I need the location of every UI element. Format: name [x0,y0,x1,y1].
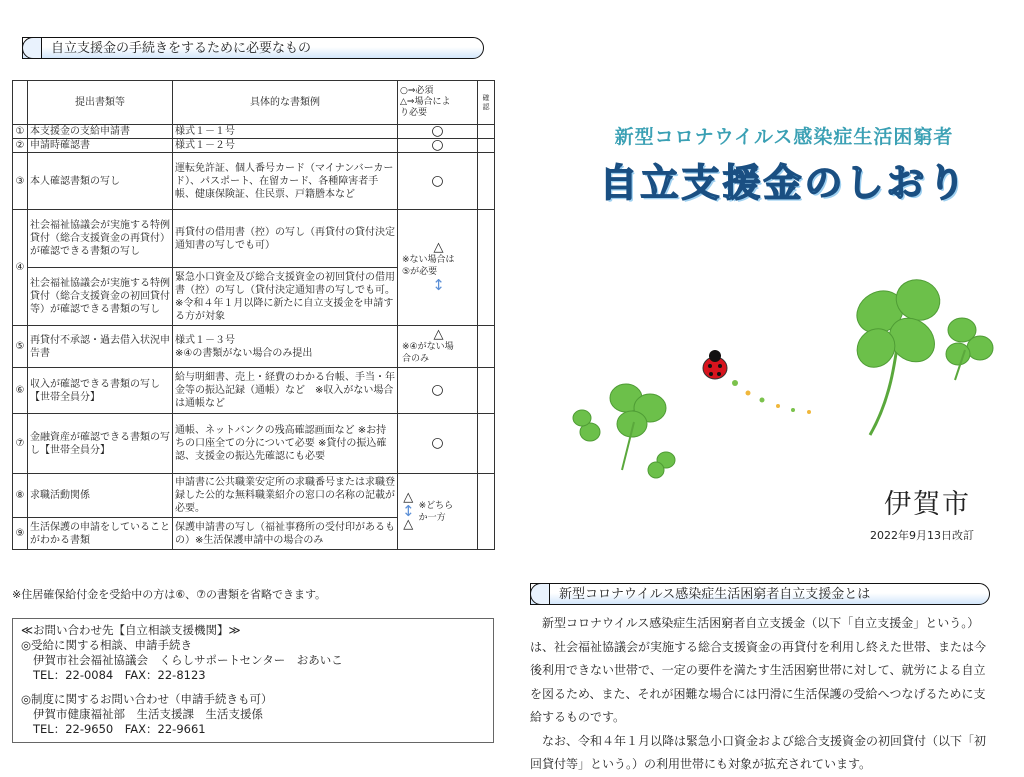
row-example: 通帳、ネットバンクの残高確認画面など ※お持ちの口座全ての分について必要 ※貸付の振込確認、支援金の振込先確認にも必要 [173,414,398,474]
example-line: ※④の書類がない場合のみ提出 [175,347,313,359]
table-row [13,139,495,153]
condition-note: ⑤が必要 [402,267,438,277]
either-marks [402,492,415,531]
header-check: 確認 [478,81,495,125]
clover-ladybug-illustration [560,270,1000,500]
revision-date: 2022年9月13日改訂 [870,529,974,542]
table-row [13,474,495,518]
clover-icon [946,318,993,380]
table-row [13,326,495,368]
row-example: 様式１－２号 [173,139,398,153]
row-doc: 社会福祉協議会が実施する特例貸付（総合支援資金の再貸付）が確認できる書類の写し [28,210,173,268]
triangle-mark: △ [433,240,444,255]
either-note [419,500,454,524]
row-number: ② [13,139,28,153]
header-num [13,81,28,125]
required-mark: ○ [398,414,478,474]
row-example: 様式１－１号 [173,125,398,139]
contact-title: ≪お問い合わせ先【自立相談支援機関】≫ [21,623,241,637]
check-cell [478,474,495,550]
check-cell [478,139,495,153]
table-row [13,414,495,474]
row-number: ⑥ [13,368,28,414]
contact-line: 伊賀市社会福祉協議会 くらしサポートセンター おあいこ [33,653,343,667]
condition-note: か一方 [418,512,446,523]
row-number: ⑤ [13,326,28,368]
row-example: 緊急小口資金及び総合支援資金の初回貸付の借用書（控）の写し（貸付決定通知書の写しでも可。※令和４年１月以降に新たに自立支援金を申請する方が対象 [173,268,398,326]
row-doc: 生活保護の申請をしていることがわかる書類 [28,518,173,550]
required-documents-table [12,80,495,550]
conditional-mark-cell [398,474,478,550]
check-cell [478,153,495,210]
check-cell [478,414,495,474]
row-doc: 本人確認書類の写し [28,153,173,210]
required-mark: ○ [398,368,478,414]
example-line: 様式１－３号 [175,334,235,346]
about-body [530,612,992,777]
triangle-mark: △ [403,490,414,505]
row-example: 給与明細書、売上・経費のわかる台帳、手当・年金等の振込記録（通帳）など ※収入がない場合は通帳など [173,368,398,414]
legend-line: ○⇒必須 [400,86,434,96]
dotted-trail [732,380,811,414]
contact-box [12,618,494,743]
row-example: 申請書に公共職業安定所の求職番号または求職登録した公的な無料職業紹介の窓口の名称の記載が必要。 [173,474,398,518]
condition-note: ※ない場合は [402,255,455,265]
header-doc: 提出書類等 [28,81,173,125]
condition-note: ※④がない場 [402,341,454,352]
row-example: 運転免許証、個人番号カード（マイナンバーカード）、パスポート、在留カード、各種障害者手帳、健康保険証、住民票、戸籍謄本など [173,153,398,210]
row-number: ⑨ [13,518,28,550]
triangle-mark: △ [403,517,414,532]
row-number: ③ [13,153,28,210]
section-heading-required-docs [22,37,484,59]
check-cell [478,125,495,139]
condition-note: ※どちら [418,500,454,511]
table-row [13,368,495,414]
table-header-row [13,81,495,125]
condition-note: 合のみ [402,353,430,364]
up-down-arrow-icon: ↕ [402,502,415,520]
legend-line: り必要 [400,108,428,118]
conditional-mark-cell [398,210,478,326]
contact-line: 伊賀市健康福祉部 生活支援課 生活支援係 [33,707,263,721]
required-mark: ○ [398,153,478,210]
cover-title: 自立支援金のしおり [599,161,969,205]
row-example: 保護申請書の写し（福祉事務所の受付印があるもの）※生活保護申請中の場合のみ [173,518,398,550]
contact-line: ◎受給に関する相談、申請手続き [21,638,193,652]
up-down-arrow-icon: ↕ [432,276,445,294]
required-mark: ○ [398,125,478,139]
row-number: ⑧ [13,474,28,518]
section-heading-about [530,583,990,605]
section-heading-text: 自立支援金の手続きをするために必要なもの [51,41,312,56]
header-example: 具体的な書類例 [173,81,398,125]
row-example [173,326,398,368]
header-legend [398,81,478,125]
clover-icon [849,274,945,435]
body-paragraph: 新型コロナウイルス感染症生活困窮者自立支援金（以下「自立支援金」という。）は、社会福祉協議会が実施する総合支援資金の再貸付を利用し終えた世帯、または今後利用できない世帯で、一定の要件を満たす生活困窮世帯に対して、就労による自立を図るため、また、それが困難な場合には円滑に生活保護の受給へつなげるために支給するものです。 [530,616,987,724]
conditional-mark-cell [398,326,478,368]
check-cell [478,210,495,326]
contact-line: ◎制度に関するお問い合わせ（申請手続きも可） [21,692,273,706]
legend-line: △⇒場合によ [400,97,451,107]
row-doc: 求職活動関係 [28,474,173,518]
row-doc: 社会福祉協議会が実施する特例貸付（総合支援資金の初回貸付等）が確認できる書類の写し [28,268,173,326]
city-name: 伊賀市 [884,489,971,520]
row-number: ① [13,125,28,139]
row-example: 再貸付の借用書（控）の写し（再貸付の貸付決定通知書の写しでも可） [173,210,398,268]
row-doc: 申請時確認書 [28,139,173,153]
check-cell [478,326,495,368]
clover-icon [573,384,675,478]
body-paragraph: なお、令和４年１月以降は緊急小口資金および総合支援資金の初回貸付（以下「初回貸付等」という。）の利用世帯にも対象が拡充されています。 [530,733,987,771]
section-heading-text: 新型コロナウイルス感染症生活困窮者自立支援金とは [559,587,871,602]
omission-note: ※住居確保給付金を受給中の方は⑥、⑦の書類を省略できます。 [12,588,327,601]
either-one-group [402,492,475,531]
row-doc: 収入が確認できる書類の写し【世帯全員分】 [28,368,173,414]
ladybug-icon [703,350,727,379]
table-row [13,125,495,139]
row-doc: 本支援金の支給申請書 [28,125,173,139]
table-row [13,210,495,268]
row-number: ④ [13,210,28,326]
table-row [13,153,495,210]
contact-phone: TEL：22-0084 FAX：22-8123 [33,668,206,682]
required-mark: ○ [398,139,478,153]
check-cell [478,368,495,414]
row-doc: 金融資産が確認できる書類の写し【世帯全員分】 [28,414,173,474]
row-doc: 再貸付不承認・過去借入状況申告書 [28,326,173,368]
cover-subtitle: 新型コロナウイルス感染症生活困窮者 [614,126,954,148]
contact-phone: TEL：22-9650 FAX：22-9661 [33,722,206,736]
triangle-mark: △ [433,326,444,342]
row-number: ⑦ [13,414,28,474]
